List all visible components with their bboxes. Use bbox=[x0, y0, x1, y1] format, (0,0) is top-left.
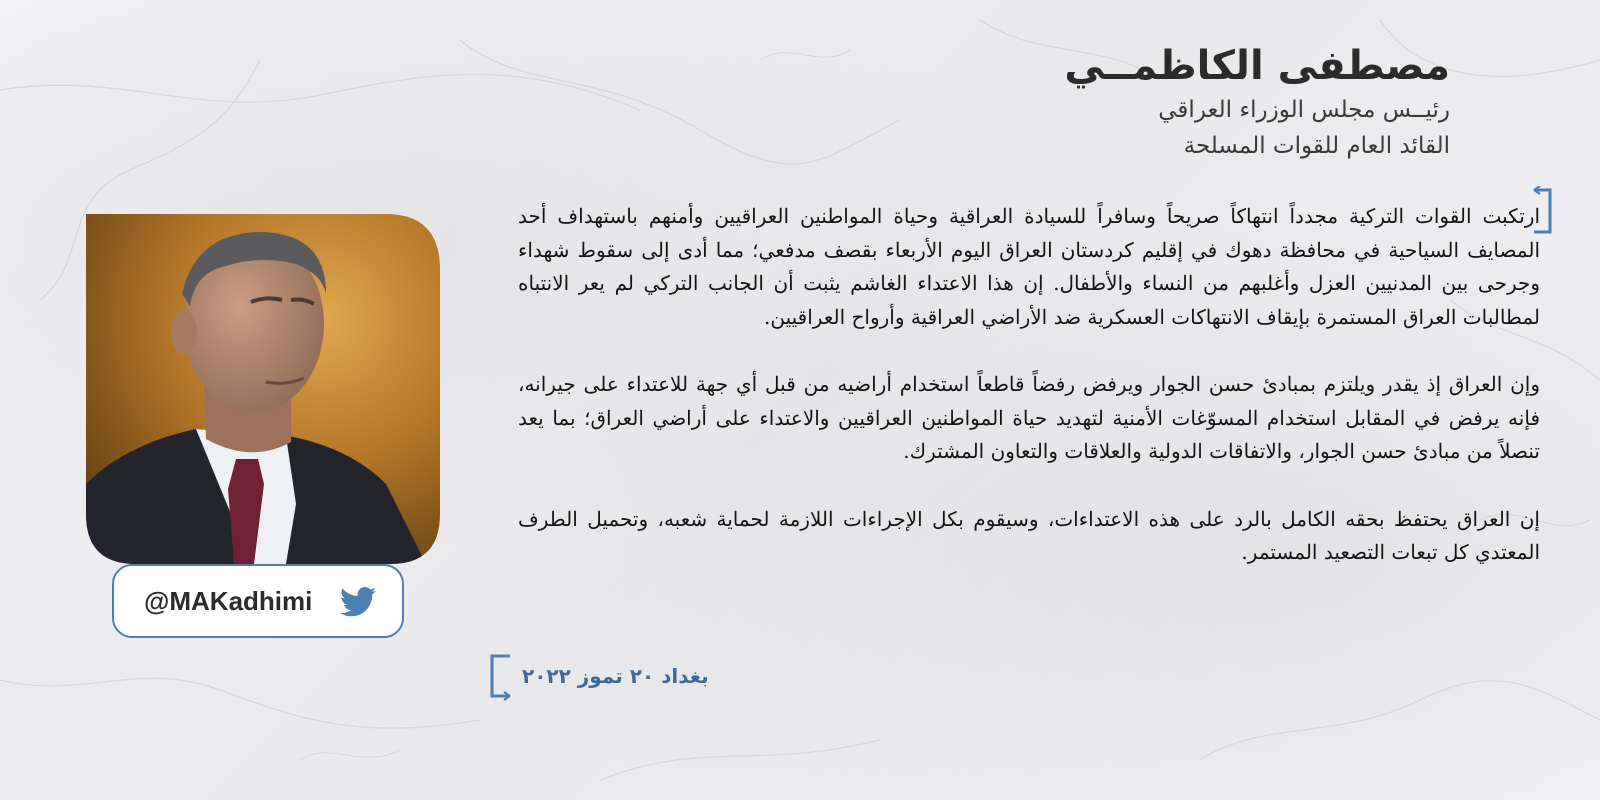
twitter-bird-icon bbox=[340, 586, 376, 618]
person-name: مصطفى الكاظمــي bbox=[1064, 43, 1450, 89]
bracket-bottom-left bbox=[488, 652, 512, 702]
title-commander-in-chief: القائد العام للقوات المسلحة bbox=[1183, 133, 1450, 159]
statement-paragraph-2: وإن العراق إذ يقدر ويلتزم بمبادئ حسن الجوار ويرفض رفضاً قاطعاً استخدام أراضيه من قبل أي جهة للاعتداء على جيرانه، فإنه يرفض في المقابل استخدام المسوّغات الأمنية لتهديد حياة المواطنين العراقيين والاعتداء على أراضي العراق؛ بما يعد تنصلاً من مبادئ حسن الجوار، والاتفاقات الدولية والعلاقات والتعاون المشترك. bbox=[518, 372, 1540, 463]
statement-body bbox=[518, 200, 1540, 570]
statement-paragraph-3: إن العراق يحتفظ بحقه الكامل بالرد على هذه الاعتداءات، وسيقوم بكل الإجراءات اللازمة لحماية شعبه، وتحميل الطرف المعتدي كل تبعات التصعيد المستمر. bbox=[518, 506, 1540, 564]
date-location: بغداد ٢٠ تموز ٢٠٢٢ bbox=[522, 664, 709, 688]
title-prime-minister: رئيــس مجلس الوزراء العراقي bbox=[1158, 97, 1450, 123]
statement-paragraph-1: ارتكبت القوات التركية مجدداً انتهاكاً صريحاً وسافراً للسيادة العراقية وحياة المواطنين العراقيين وأمنهم باستهداف أحد المصايف السياحية في محافظة دهوك في إقليم كردستان العراق اليوم الأربعاء بقصف مدفعي؛ مما أدى إلى سقوط شهداء وجرحى بين المدنيين العزل وأغلبهم من النساء والأطفال. إن هذا الاعتداء الغاشم يثبت أن الجانب التركي لم يعر الانتباه لمطالبات العراق المستمرة بإيقاف الانتهاكات العسكرية ضد الأراضي العراقية وأرواح العراقيين. bbox=[518, 204, 1540, 329]
person-photo bbox=[86, 214, 446, 564]
twitter-handle[interactable]: @MAKadhimi bbox=[144, 585, 313, 616]
header bbox=[850, 40, 1450, 164]
twitter-handle-badge[interactable] bbox=[112, 564, 404, 638]
